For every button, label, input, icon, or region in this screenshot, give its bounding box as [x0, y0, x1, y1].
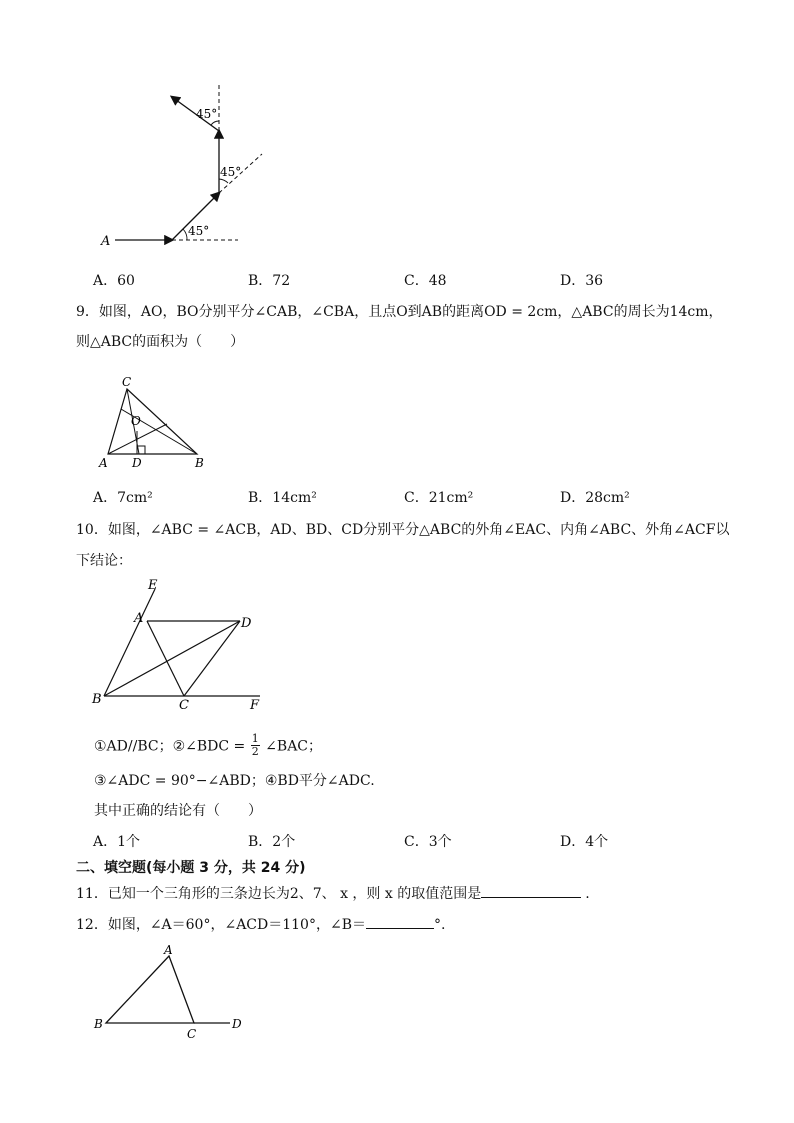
- q8-arc-2: [219, 179, 228, 183]
- q8-angle-label-2: 45°: [220, 165, 242, 179]
- q12-end: °.: [434, 917, 446, 933]
- q9-label-C: C: [122, 375, 132, 389]
- q10-text-line2: 下结论：: [76, 553, 132, 569]
- q9-label-D: D: [132, 456, 142, 470]
- q10-option-b[interactable]: B．2个: [248, 834, 296, 850]
- q10-text-line1: 10．如图，∠ABC = ∠ACB，AD、BD、CD分别平分△ABC的外角∠EAC、内角∠ABC、外角∠ACF以: [76, 522, 730, 538]
- q10-conclusion-1-2-tail: ∠BAC；: [265, 738, 323, 755]
- q10-conclusion-1-2: ①AD//BC；②∠BDC =: [94, 738, 246, 755]
- section-heading: 二、填空题(每小题 3 分，共 24 分): [76, 860, 306, 876]
- q12-figure: [92, 942, 252, 1042]
- q11-row: [76, 883, 590, 903]
- q9-figure: [95, 373, 215, 471]
- q12-answer-blank[interactable]: [366, 914, 434, 929]
- q8-option-b[interactable]: B．72: [248, 273, 291, 289]
- q10-conclusion-line2: ③∠ADC = 90°−∠ABD；④BD平分∠ADC.: [94, 773, 375, 789]
- q10-label-D: D: [241, 616, 252, 631]
- q10-conclusion-line1: [94, 732, 323, 758]
- q12-label-B: B: [94, 1017, 103, 1031]
- q12-label-A: A: [164, 943, 173, 957]
- q9-triangle: [108, 389, 197, 454]
- q9-text-line2: 则△ABC的面积为（ ）: [76, 334, 245, 350]
- q10-label-E: E: [148, 578, 158, 593]
- q8-figure: [95, 78, 270, 253]
- q11-text: 11．已知一个三角形的三条边长为2、7、 x ，则 x 的取值范围是: [76, 886, 482, 902]
- q10-line-BD: [104, 621, 240, 696]
- q10-option-c[interactable]: C．3个: [404, 834, 452, 850]
- q10-fraction-numerator: 1: [251, 732, 259, 745]
- q8-angle-label-1: 45°: [188, 224, 210, 238]
- q8-option-d[interactable]: D．36: [560, 273, 604, 289]
- q11-answer-blank[interactable]: [481, 883, 581, 898]
- q12-text: 12．如图，∠A＝60°，∠ACD＝110°，∠B＝: [76, 917, 366, 933]
- q9-label-B: B: [195, 456, 204, 470]
- q9-option-c[interactable]: C．21cm²: [404, 490, 474, 506]
- q9-option-a[interactable]: A．7cm²: [93, 490, 153, 506]
- q9-label-O: O: [131, 414, 141, 428]
- q10-fraction: [251, 733, 260, 758]
- q9-option-d[interactable]: D．28cm²: [560, 490, 630, 506]
- q10-label-B: B: [92, 692, 102, 707]
- q9-option-b[interactable]: B．14cm²: [248, 490, 317, 506]
- q10-figure: [88, 575, 273, 715]
- q8-label-A: A: [101, 234, 111, 249]
- q10-option-a[interactable]: A．1个: [93, 834, 141, 850]
- q9-text-line1: 9．如图，AO，BO分别平分∠CAB，∠CBA，且点O到AB的距离OD = 2cm，△ABC的周长为14cm，: [76, 304, 723, 320]
- q12-label-D: D: [232, 1017, 242, 1031]
- q10-fraction-denominator: 2: [251, 745, 259, 758]
- q10-line-CD: [184, 621, 240, 696]
- q9-label-A: A: [99, 456, 108, 470]
- q10-option-d[interactable]: D．4个: [560, 834, 609, 850]
- q10-label-C: C: [179, 698, 189, 713]
- q8-angle-label-3: 45°: [196, 107, 218, 121]
- q12-label-C: C: [187, 1027, 197, 1041]
- q11-end: .: [585, 886, 590, 902]
- q8-option-a[interactable]: A．60: [93, 273, 135, 289]
- q12-row: [76, 914, 445, 934]
- q10-label-A: A: [134, 611, 144, 626]
- q10-label-F: F: [250, 698, 260, 713]
- q10-line-AC: [147, 621, 184, 696]
- q8-arc-3: [211, 121, 219, 125]
- q10-line-BE: [104, 589, 155, 696]
- q8-arc-1: [183, 229, 187, 240]
- q10-question: 其中正确的结论有（ ）: [94, 803, 262, 819]
- q12-triangle: [106, 956, 194, 1023]
- q8-option-c[interactable]: C．48: [404, 273, 447, 289]
